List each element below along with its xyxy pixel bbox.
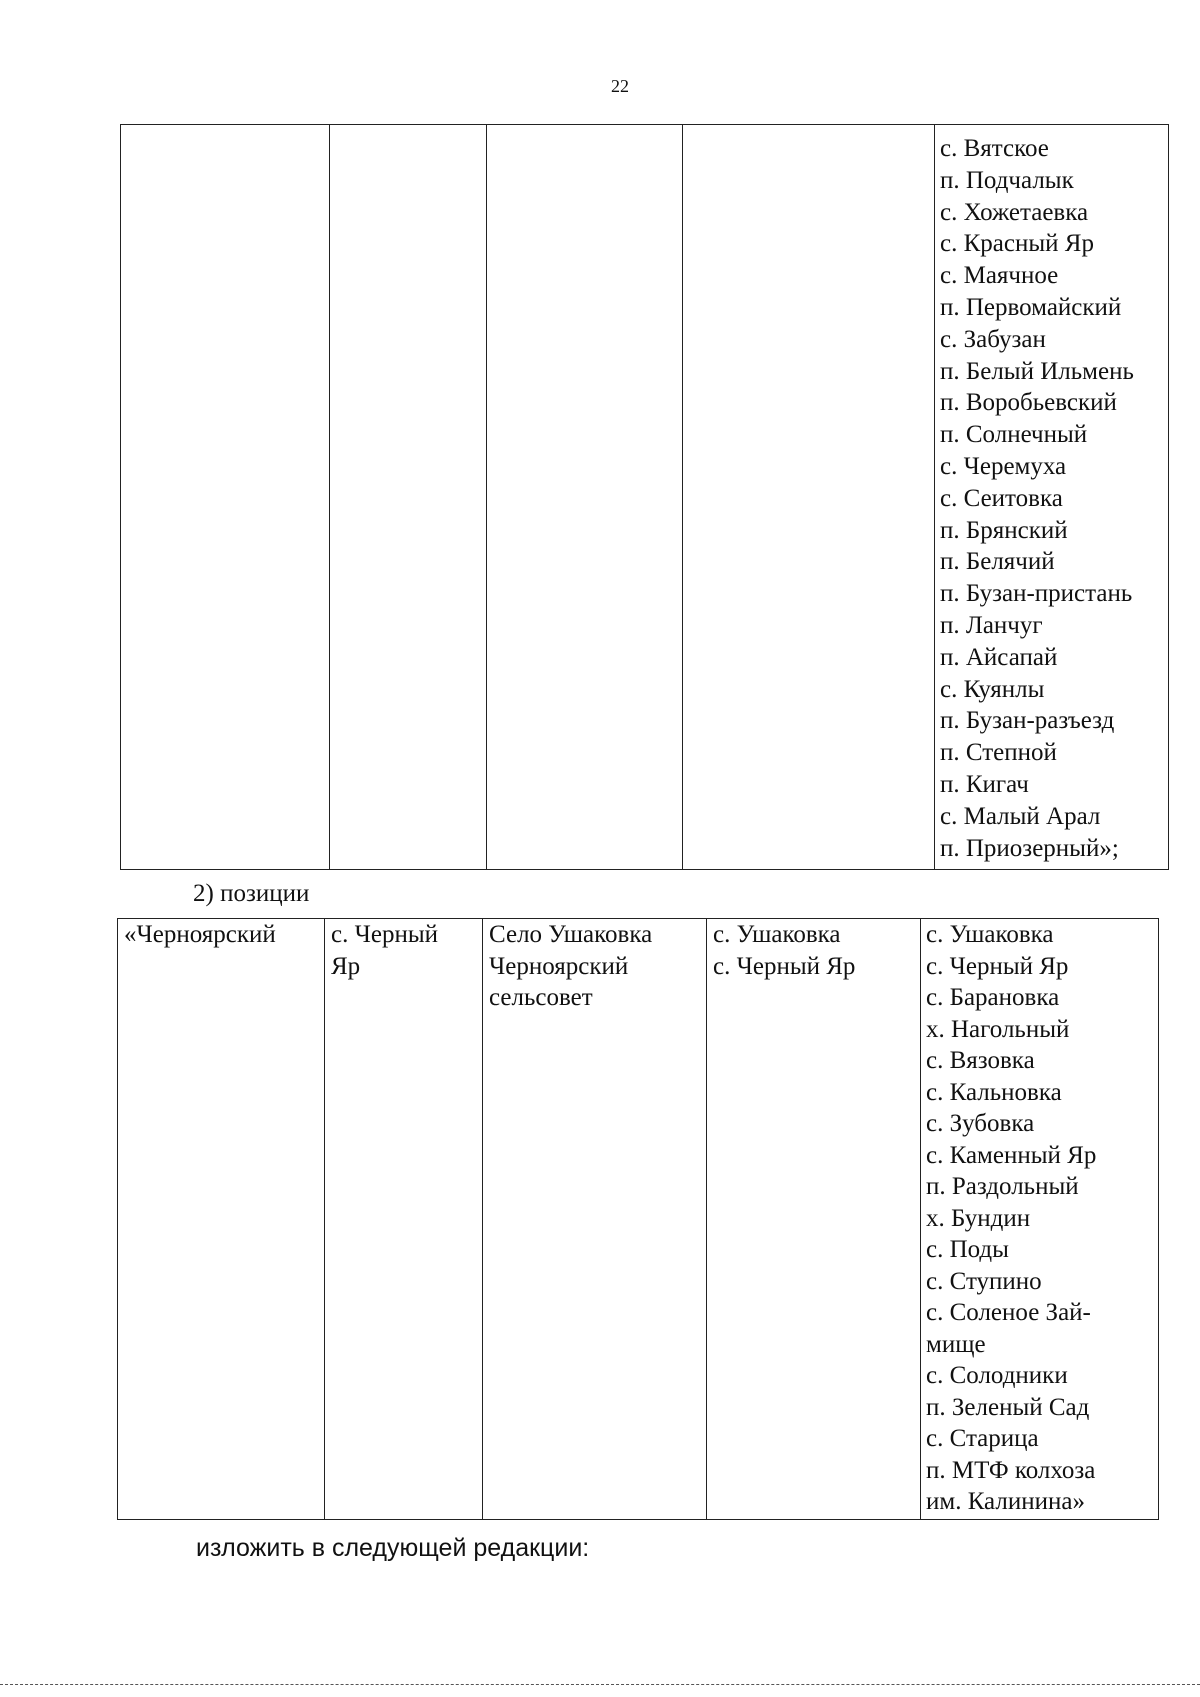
settlement-line: с. Солодники: [926, 1362, 1068, 1389]
settlement-line: с. Ступино: [926, 1267, 1042, 1295]
settlement-line: с. Кальновка: [926, 1078, 1062, 1106]
settlement-line: с. Вязовка: [926, 1047, 1035, 1074]
settlement-line: п. Белячий: [940, 548, 1055, 576]
settlement-line: с. Каменный Яр: [926, 1141, 1097, 1169]
settlement-line: с. Забузан: [940, 325, 1046, 353]
center-cell: [325, 919, 483, 1520]
settlement-line: с. Черемуха: [940, 452, 1067, 480]
settlements-cell: [935, 125, 1169, 870]
settlement-line: им. Калинина»: [926, 1488, 1085, 1515]
settlement-line: с. Ушаковка: [926, 921, 1054, 948]
settlement-line: п. Бузан-пристань: [940, 580, 1133, 608]
district-name: «Черноярский: [124, 921, 276, 948]
settlement-line: п. Раздольный: [926, 1173, 1079, 1200]
settlement-line: с. Вятское: [940, 135, 1049, 162]
settlement-line: с. Красный Яр: [940, 230, 1094, 258]
center-cell: [330, 125, 487, 870]
municipality-cell: [483, 919, 707, 1520]
settlement-line: п. Подчалык: [940, 166, 1074, 194]
settlement-line: с. Маячное: [940, 262, 1059, 290]
settlement-line: с. Зубовка: [926, 1110, 1035, 1137]
settlement-line: с. Куянлы: [940, 675, 1045, 703]
center-line: с. Черный: [331, 921, 438, 948]
settlement-line: с. Старица: [926, 1425, 1039, 1452]
settlement-line: п. МТФ колхоза: [926, 1456, 1096, 1484]
settlement-line: с. Поды: [926, 1236, 1009, 1263]
intro-text: 2) позиции: [193, 880, 310, 907]
admin-center-line: с. Черный Яр: [713, 952, 856, 980]
settlement-line: п. Бузан-разъезд: [940, 707, 1115, 735]
settlement-line: с. Сеитовка: [940, 484, 1063, 512]
district-cell: [118, 919, 325, 1520]
settlements-table-continued: [120, 124, 1169, 870]
admin-center-cell: [707, 919, 921, 1520]
scan-edge-divider: [0, 1684, 1200, 1685]
settlements-table-chernoyarsky: [117, 918, 1159, 1520]
table-row: [121, 125, 1169, 870]
settlement-line: с. Соленое Зай-: [926, 1299, 1091, 1326]
settlement-line: п. Ланчуг: [940, 611, 1043, 639]
center-line: Яр: [331, 952, 361, 980]
settlement-line: с. Черный Яр: [926, 952, 1069, 980]
settlement-line: п. Кигач: [940, 770, 1029, 798]
settlement-line: х. Бундин: [926, 1204, 1031, 1232]
settlement-line: п. Степной: [940, 739, 1057, 767]
municipality-line: сельсовет: [489, 984, 593, 1011]
settlement-line: п. Приозерный»;: [940, 834, 1119, 862]
settlement-line: п. Айсапай: [940, 643, 1058, 671]
page-number: 22: [611, 76, 629, 96]
settlement-line: с. Хожетаевка: [940, 198, 1089, 226]
settlements-cell: [921, 919, 1159, 1520]
settlement-line: п. Белый Ильмень: [940, 357, 1134, 385]
settlement-line: п. Брянский: [940, 516, 1068, 544]
district-cell: [121, 125, 330, 870]
table-row: [118, 919, 1159, 1520]
admin-center-line: с. Ушаковка: [713, 921, 841, 948]
settlement-line: п. Воробьевский: [940, 389, 1117, 417]
settlement-line: п. Солнечный: [940, 421, 1088, 449]
municipality-cell: [487, 125, 683, 870]
settlement-line: с. Барановка: [926, 984, 1060, 1011]
settlement-line: х. Нагольный: [926, 1015, 1070, 1043]
settlement-line: п. Зеленый Сад: [926, 1393, 1090, 1421]
outro-text: изложить в следующей редакции:: [196, 1534, 590, 1562]
settlement-line: с. Малый Арал: [940, 802, 1101, 830]
settlement-line: мище: [926, 1330, 986, 1358]
admin-center-cell: [683, 125, 935, 870]
settlement-line: п. Первомайский: [940, 293, 1122, 321]
municipality-line: Село Ушаковка: [489, 921, 653, 948]
municipality-line: Черноярский: [489, 952, 629, 980]
